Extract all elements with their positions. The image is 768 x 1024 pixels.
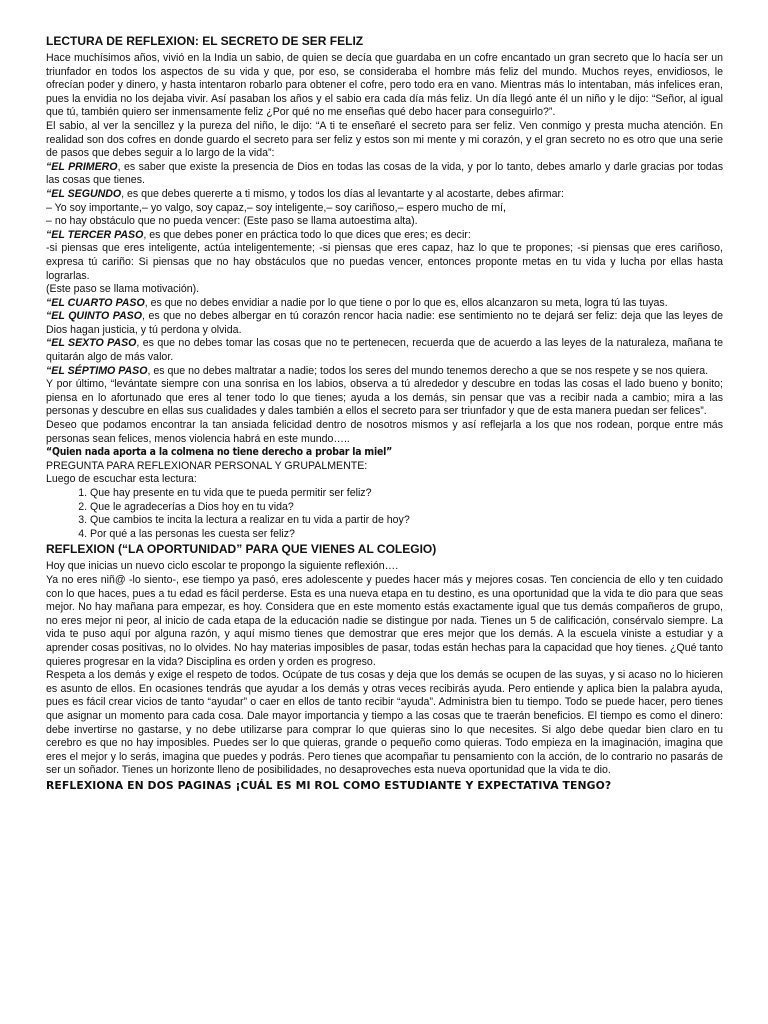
closing-quote: “Quien nada aporta a la colmena no tiene derecho a probar la miel” — [46, 446, 393, 459]
final-assignment-heading: REFLEXIONA EN DOS PAGINAS ¡CUÁL ES MI ROL COMO ESTUDIANTE Y EXPECTATIVA TENGO? — [46, 778, 612, 792]
intro-paragraph: Hace muchísimos años, vivió en la India un sabio, de quien se decía que guardaba en un cofre encantado un gran secreto que lo hacía ser un triunfador en todos los aspectos de su vida y que, por eso, se consideraba el hombre más feliz del mundo. Muchos reyes, envidiosos, le ofrecían poder y dinero, y hasta intentaron robarlo para obtener el cofre, pero todo era en vano. Mientras más lo intentaban, más infelices eran, pues la envidia no los dejaba vivir. Así pasaban los años y el sabio era cada día más feliz. Un día llegó ante él un niño y le dijo: “Señor, al igual que tú, también quiero ser inmensamente feliz ¿Por qué no me enseñas qué debo hacer para conseguirlo?”. — [46, 52, 723, 119]
step-septimo-text: , es que no debes maltratar a nadie; todos los seres del mundo tenemos derecho a que se nos respete y se nos quiera. — [147, 364, 709, 377]
question-item: 3. Que cambios te incita la lectura a realizar en tu vida a partir de hoy? — [90, 514, 723, 528]
affirmation-line-2: – no hay obstáculo que no pueda vencer: (Este paso se llama autoestima alta). — [46, 215, 418, 228]
question-intro: Luego de escuchar esta lectura: — [46, 473, 197, 486]
reflexion-title: REFLEXION (“LA OPORTUNIDAD” PARA QUE VIENES AL COLEGIO) — [46, 542, 437, 557]
reflexion-paragraph-1: Ya no eres niñ@ -lo siento-, ese tiempo ya pasó, eres adolescente y puedes hacer más y mejores cosas. Ten conciencia de ello y ten cuidado con lo que haces, pues a tu edad es fácil perderse. Esta es una nueva etapa en tu destino, es una oportunidad que la vida te dio para que seas mejor. No hay mañana para empezar, es hoy. Considera que en este momento estás exactamente igual que tus demás compañeros de grupo, no eres mejor ni peor, al inicio de cada etapa de la educación nadie se distingue por nada. Tienes un 5 de calificación, consérvalo siempre. La vida te puso aquí por alguna razón, y aquí mismo tienes que demostrar que eres mejor que los demás. A la escuela viniste a estudiar y a aprender cosas positivas, no lo olvides. No hay materias imposibles de pasar, todas están hechas para la capacidad que hoy tienes. ¿Qué tanto quieres progresar en la vida? Disciplina es orden y orden es progreso. — [46, 573, 723, 668]
reading-title: LECTURA DE REFLEXION: EL SECRETO DE SER FELIZ — [46, 34, 364, 48]
step-primero — [46, 161, 723, 188]
step-cuarto — [46, 297, 723, 311]
step-segundo-lead: “EL SEGUNDO — [46, 187, 122, 200]
affirmation-line-1: – Yo soy importante,– yo valgo, soy capaz,– soy inteligente,– soy cariñoso,– espero mucho de mí, — [46, 201, 506, 214]
step-segundo — [46, 188, 723, 202]
step-cuarto-text: , es que no debes envidiar a nadie por lo que tiene o por lo que es, ellos alcanzaron su meta, logra tú las tuyas. — [144, 296, 668, 309]
sage-paragraph: El sabio, al ver la sencillez y la pureza del niño, le dijo: “A ti te enseñaré el secreto para ser feliz. Ven conmigo y presta mucha atención. En realidad son dos cofres en donde guardo el secreto para ser feliz y estos son mi mente y mi corazón, y el gran secreto no es otro que una serie de pasos que debes seguir a lo largo de la vida”: — [46, 119, 723, 160]
question-heading: PREGUNTA PARA REFLEXIONAR PERSONAL Y GRUPALMENTE: — [46, 459, 368, 472]
step-quinto-text: , es que no debes albergar en tú corazón rencor hacia nadie: ese sentimiento no te dejará ser feliz: deja que las leyes de Dios hagan justicia, y tú perdona y olvida. — [46, 310, 723, 336]
step-sexto-text: , es que no debes tomar las cosas que no te pertenecen, recuerda que de acuerdo a las leyes de la naturaleza, mañana te quitarán algo de más valor. — [46, 337, 723, 364]
step-tercer-lead: “EL TERCER PASO — [46, 228, 144, 241]
step-quinto-lead: “EL QUINTO PASO — [46, 310, 142, 323]
step-tercer-detail: -si piensas que eres inteligente, actúa inteligentemente; -si piensas que eres capaz, haz lo que te propones; -si piensas que eres cariñoso, expresa tú cariño: Si piensas que no hay obstáculos que no puedas vencer, entonces proponte metas en tu vida y lucha por ellas hasta lograrlas. — [46, 242, 723, 282]
step-primero-lead: “EL PRIMERO — [46, 160, 118, 173]
closing-paragraph: Y por último, “levántate siempre con una sonrisa en los labios, observa a tú alrededor y descubre en todas las cosas el lado bueno y bonito; piensa en lo afortunado que eres al tener todo lo que tienes; ayuda a los demás, sin pensar que vas a recibir nada a cambio; mira a las personas y descubre en ellas sus cualidades y dales también a ellos el secreto para ser triunfador y que de esta manera puedan ser felices”. — [46, 378, 723, 418]
question-list — [46, 487, 723, 541]
step-sexto — [46, 337, 723, 364]
step-cuarto-lead: “EL CUARTO PASO — [46, 296, 145, 309]
step-primero-text: , es saber que existe la presencia de Dios en todas las cosas de la vida, y por lo tanto, debes amarlo y darle gracias por todas las cosas que tienes. — [46, 160, 723, 187]
reflexion-intro: Hoy que inicias un nuevo ciclo escolar te propongo la siguiente reflexión…. — [46, 560, 399, 573]
step-tercer-text: , es que debes poner en práctica todo lo que dices que eres; es decir: — [143, 228, 471, 241]
question-item: 4. Por qué a las personas les cuesta ser feliz? — [90, 528, 723, 542]
step-septimo — [46, 365, 723, 379]
step-sexto-lead: “EL SEXTO PASO — [46, 337, 137, 350]
question-item: 1. Que hay presente en tu vida que te pueda permitir ser feliz? — [90, 487, 723, 501]
step-tercer-note: (Este paso se llama motivación). — [46, 283, 200, 296]
step-septimo-lead: “EL SÉPTIMO PASO — [46, 364, 148, 377]
question-item: 2. Que le agradecerías a Dios hoy en tu vida? — [90, 501, 723, 515]
step-quinto — [46, 310, 723, 337]
reflexion-paragraph-2: Respeta a los demás y exige el respeto de todos. Ocúpate de tus cosas y deja que los demás se ocupen de las suyas, y si acaso no lo hicieren es asunto de ellos. En ocasiones tendrás que ayudar a los demás y otras veces recibirás ayuda. Pero entiende y aplica bien la palabra ayuda, pues es fácil crear vicios de tanto “ayudar” o caer en ellos de tanto recibir “ayuda”. Administra bien tu tiempo. Todo se puede hacer, pero tienes que asignar un momento para cada cosa. Dale mayor importancia y tiempo a las cosas que te traerán beneficios. El tiempo es como el dinero: debe invertirse no gastarse, y no debe utilizarse para comprar lo que quieras sino lo que necesites. Si algo debe quedar bien claro en tu cerebro es que no hay imposibles. Puedes ser lo que quieras, grande o pequeño como quieras. Todo empieza en la imaginación, imagina que eres el mejor y lo serás, imagina que puedes y podrás. Pero tienes que acompañar tu pensamiento con la acción, de lo contrario no pasarás de ser un soñador. Tienes un horizonte lleno de posibilidades, no desaproveches esta nueva oportunidad que la vida te dio. — [46, 669, 723, 777]
step-segundo-text: , es que debes quererte a ti mismo, y todos los días al levantarte y al acostarte, debes afirmar: — [121, 187, 564, 200]
wish-paragraph: Deseo que podamos encontrar la tan ansiada felicidad dentro de nosotros mismos y así reflejarla a los que nos rodean, porque entre más personas sean felices, menos violencia habrá en este mundo….. — [46, 419, 723, 445]
step-tercer — [46, 229, 723, 243]
